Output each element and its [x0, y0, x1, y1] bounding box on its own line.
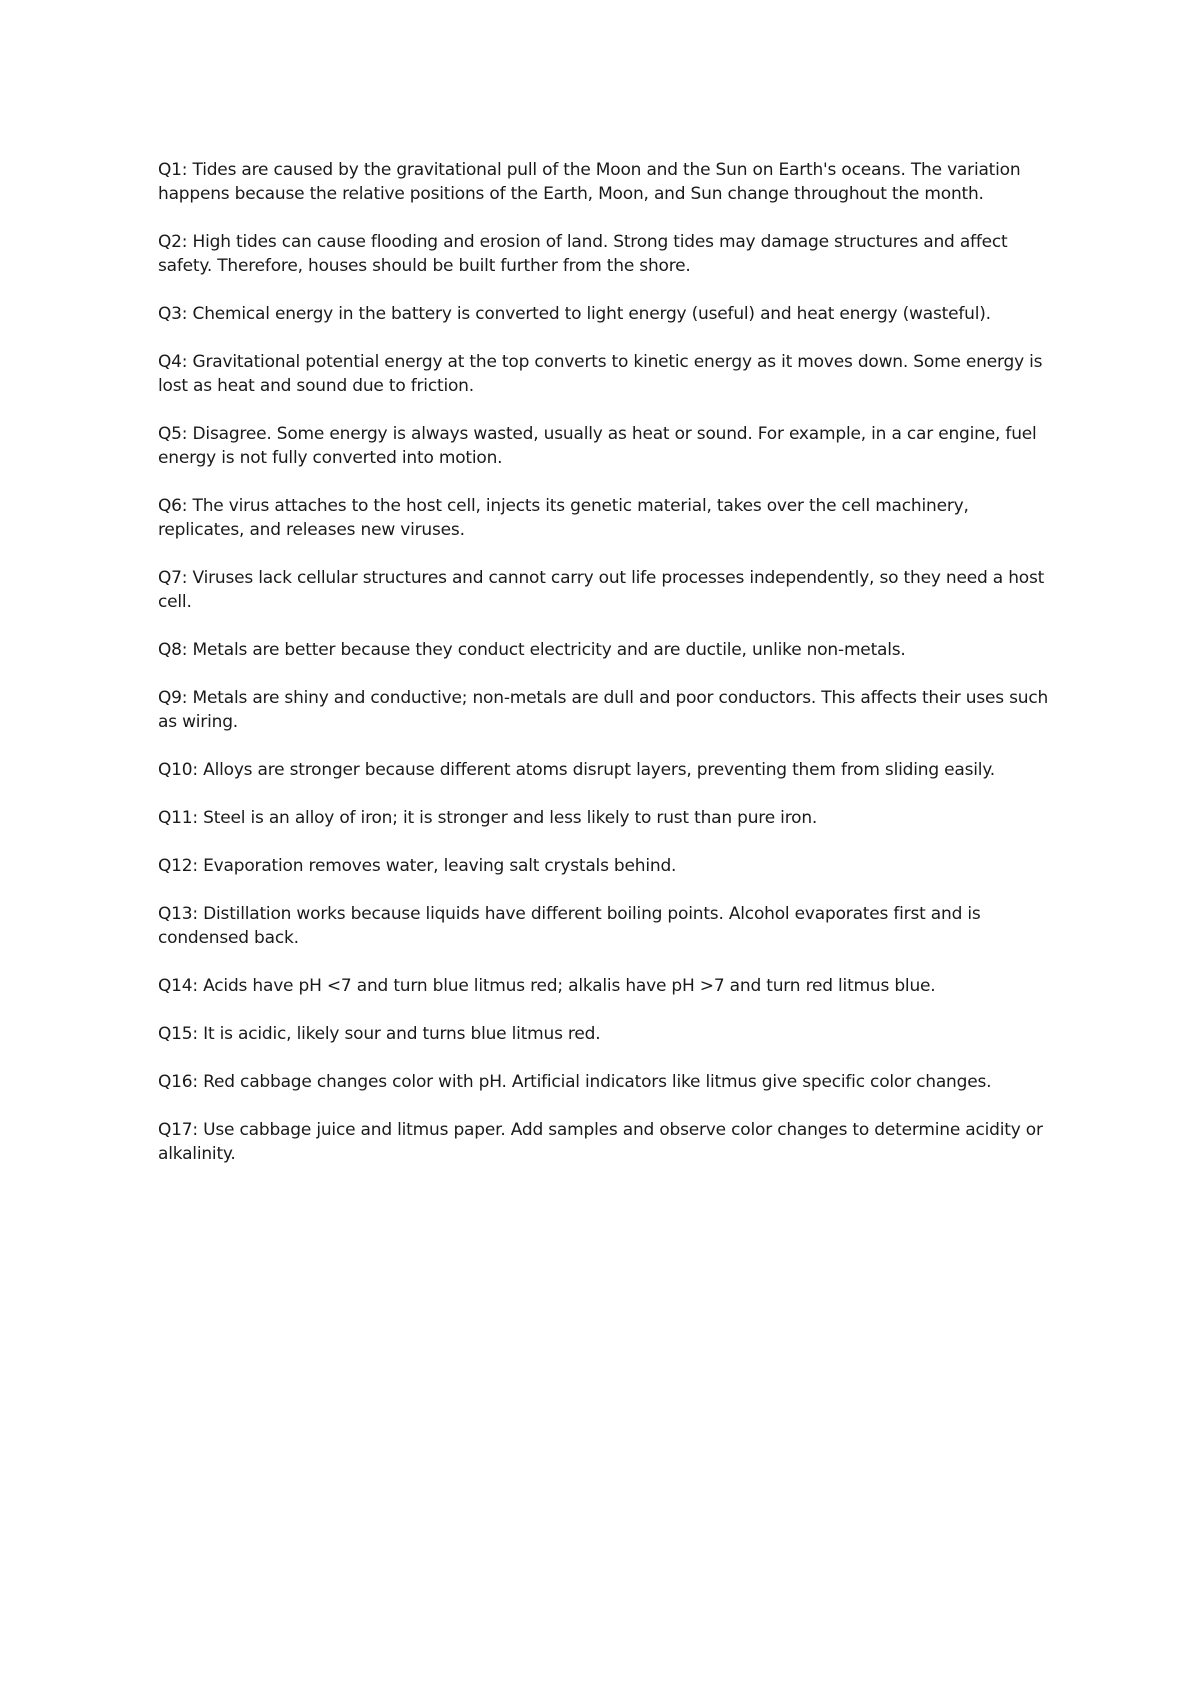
answer-q15: Q15: It is acidic, likely sour and turns blue litmus red.: [158, 1024, 601, 1044]
answer-q5: Q5: Disagree. Some energy is always wasted, usually as heat or sound. For example, in a car engine, fuel energy is not fully converted into motion.: [158, 424, 1037, 468]
answer-q16: Q16: Red cabbage changes color with pH. Artificial indicators like litmus give specific color changes.: [158, 1072, 992, 1092]
answer-q13: Q13: Distillation works because liquids have different boiling points. Alcohol evaporates first and is condensed back.: [158, 904, 981, 948]
answer-q1: Q1: Tides are caused by the gravitational pull of the Moon and the Sun on Earth's oceans. The variation happens because the relative positions of the Earth, Moon, and Sun change throughout the month.: [158, 160, 1021, 204]
answer-q4: Q4: Gravitational potential energy at the top converts to kinetic energy as it moves down. Some energy is lost as heat and sound due to friction.: [158, 352, 1043, 396]
answer-q6: Q6: The virus attaches to the host cell, injects its genetic material, takes over the cell machinery, replicates, and releases new viruses.: [158, 496, 969, 540]
answer-q7: Q7: Viruses lack cellular structures and cannot carry out life processes independently, so they need a host cell.: [158, 568, 1045, 612]
answer-q9: Q9: Metals are shiny and conductive; non-metals are dull and poor conductors. This affects their uses such as wiring.: [158, 688, 1049, 732]
answer-q14: Q14: Acids have pH <7 and turn blue litmus red; alkalis have pH >7 and turn red litmus blue.: [158, 976, 936, 996]
answer-q8: Q8: Metals are better because they conduct electricity and are ductile, unlike non-metals.: [158, 640, 906, 660]
answer-q3: Q3: Chemical energy in the battery is converted to light energy (useful) and heat energy (wasteful).: [158, 304, 991, 324]
answer-q17: Q17: Use cabbage juice and litmus paper. Add samples and observe color changes to determine acidity or alkalinity.: [158, 1120, 1043, 1164]
answer-list: [158, 158, 1058, 1190]
answer-q10: Q10: Alloys are stronger because different atoms disrupt layers, preventing them from sliding easily.: [158, 760, 995, 780]
answer-q2: Q2: High tides can cause flooding and erosion of land. Strong tides may damage structures and affect safety. Therefore, houses should be built further from the shore.: [158, 232, 1008, 276]
answer-q12: Q12: Evaporation removes water, leaving salt crystals behind.: [158, 856, 677, 876]
answer-q11: Q11: Steel is an alloy of iron; it is stronger and less likely to rust than pure iron.: [158, 808, 818, 828]
